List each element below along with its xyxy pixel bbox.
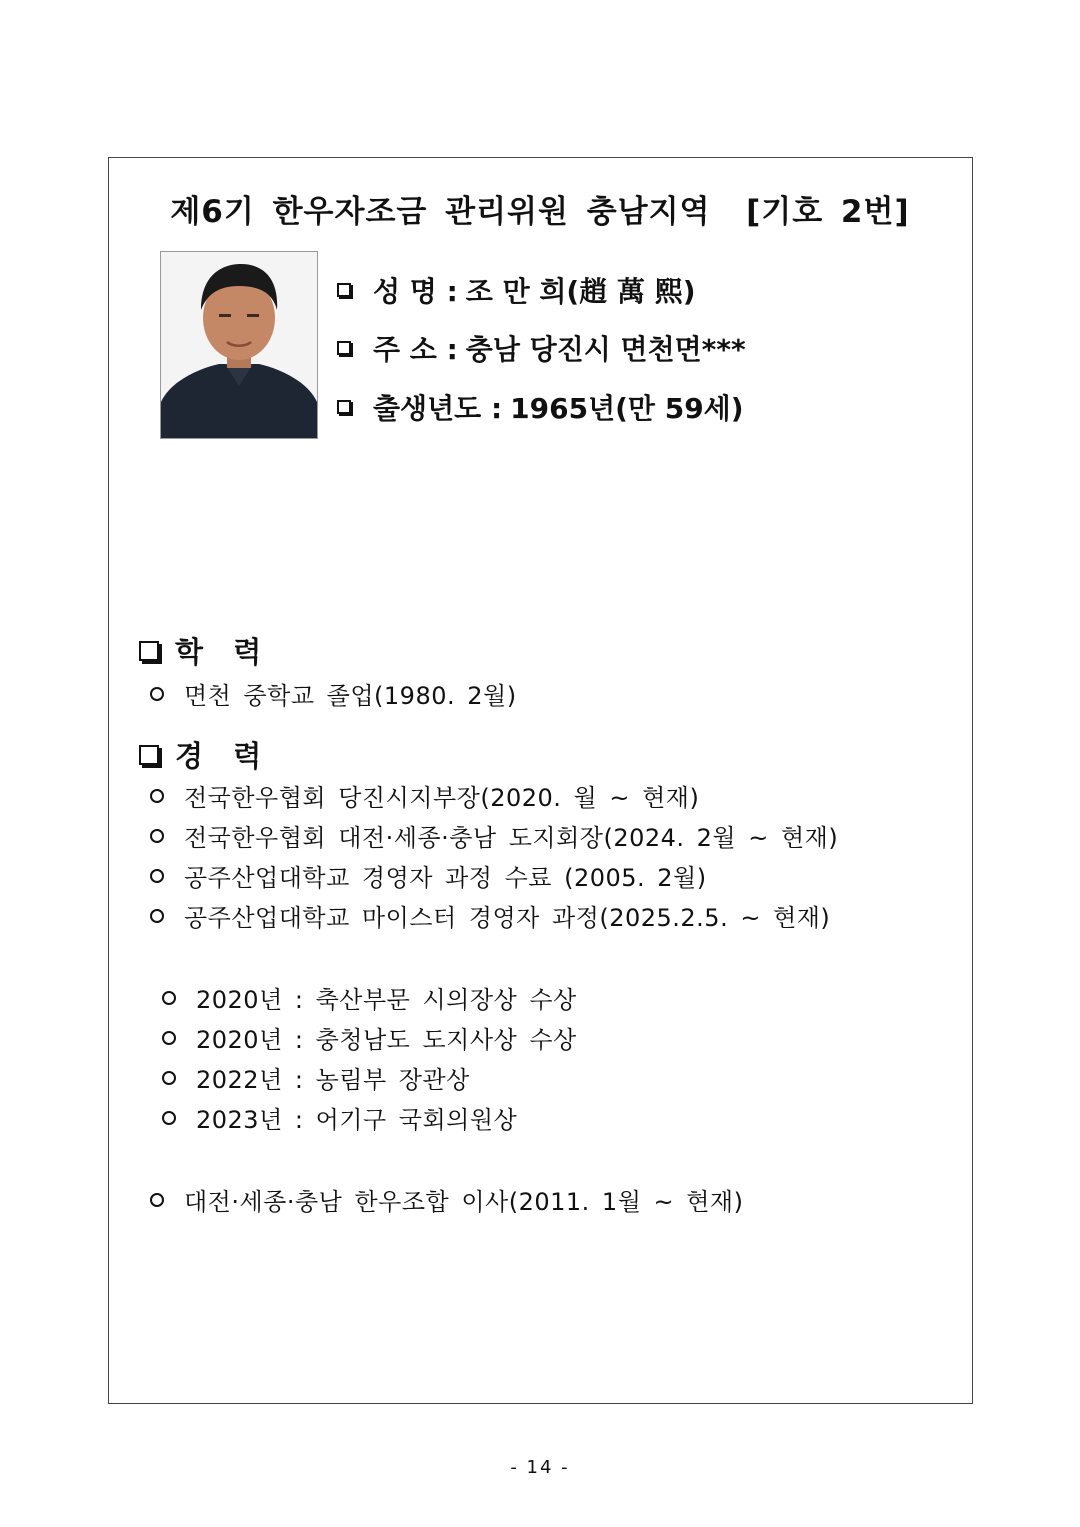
circle-bullet-icon	[150, 829, 164, 843]
career-item	[150, 858, 707, 893]
address-row	[337, 328, 746, 368]
name-row	[337, 270, 696, 310]
other-item	[150, 1182, 743, 1217]
circle-bullet-icon	[150, 909, 164, 923]
birth-value: 1965년(만 59세)	[510, 392, 744, 425]
award-item	[162, 1060, 470, 1095]
award-item-text: 2022년 : 농림부 장관상	[196, 1066, 470, 1094]
career-item-text: 공주산업대학교 경영자 과정 수료 (2005. 2월)	[184, 864, 707, 892]
career-heading	[139, 734, 261, 775]
name-value: 조 만 희(趙 萬 熙)	[465, 275, 696, 308]
birth-row	[337, 387, 744, 427]
award-item	[162, 980, 577, 1015]
career-item-text: 전국한우협회 당진시지부장(2020. 월 ~ 현재)	[184, 784, 700, 812]
career-heading-label: 경 력	[175, 739, 262, 773]
education-item-text: 면천 중학교 졸업(1980. 2월)	[184, 682, 517, 710]
candidate-photo	[160, 251, 318, 439]
education-heading-label: 학 력	[175, 635, 262, 669]
award-item	[162, 1020, 577, 1055]
career-item-text: 공주산업대학교 마이스터 경영자 과정(2025.2.5. ~ 현재)	[184, 904, 831, 932]
circle-bullet-icon	[162, 991, 176, 1005]
award-item-text: 2020년 : 충청남도 도지사상 수상	[196, 1026, 577, 1054]
award-item-text: 2020년 : 축산부문 시의장상 수상	[196, 986, 577, 1014]
circle-bullet-icon	[150, 869, 164, 883]
education-item	[150, 676, 517, 711]
square-bullet-icon	[139, 745, 159, 765]
circle-bullet-icon	[162, 1071, 176, 1085]
career-item	[150, 898, 830, 933]
address-label: 주 소 :	[373, 333, 458, 366]
checkbox-icon	[337, 341, 351, 355]
name-label: 성 명 :	[373, 275, 458, 308]
other-item-text: 대전·세종·충남 한우조합 이사(2011. 1월 ~ 현재)	[184, 1188, 744, 1216]
circle-bullet-icon	[162, 1031, 176, 1045]
award-item-text: 2023년 : 어기구 국회의원상	[196, 1106, 518, 1134]
award-item	[162, 1100, 517, 1135]
circle-bullet-icon	[162, 1111, 176, 1125]
career-item-text: 전국한우협회 대전·세종·충남 도지회장(2024. 2월 ~ 현재)	[184, 824, 839, 852]
career-item	[150, 818, 838, 853]
circle-bullet-icon	[150, 1193, 164, 1207]
checkbox-icon	[337, 283, 351, 297]
page-title: 제6기 한우자조금 관리위원 충남지역 [기호 2번]	[170, 194, 910, 230]
career-item	[150, 778, 699, 813]
square-bullet-icon	[139, 641, 159, 661]
circle-bullet-icon	[150, 687, 164, 701]
education-heading	[139, 630, 261, 671]
address-value: 충남 당진시 면천면***	[465, 333, 746, 366]
checkbox-icon	[337, 400, 351, 414]
page-number: - 14 -	[510, 1457, 570, 1478]
circle-bullet-icon	[150, 789, 164, 803]
birth-label: 출생년도 :	[373, 392, 503, 425]
